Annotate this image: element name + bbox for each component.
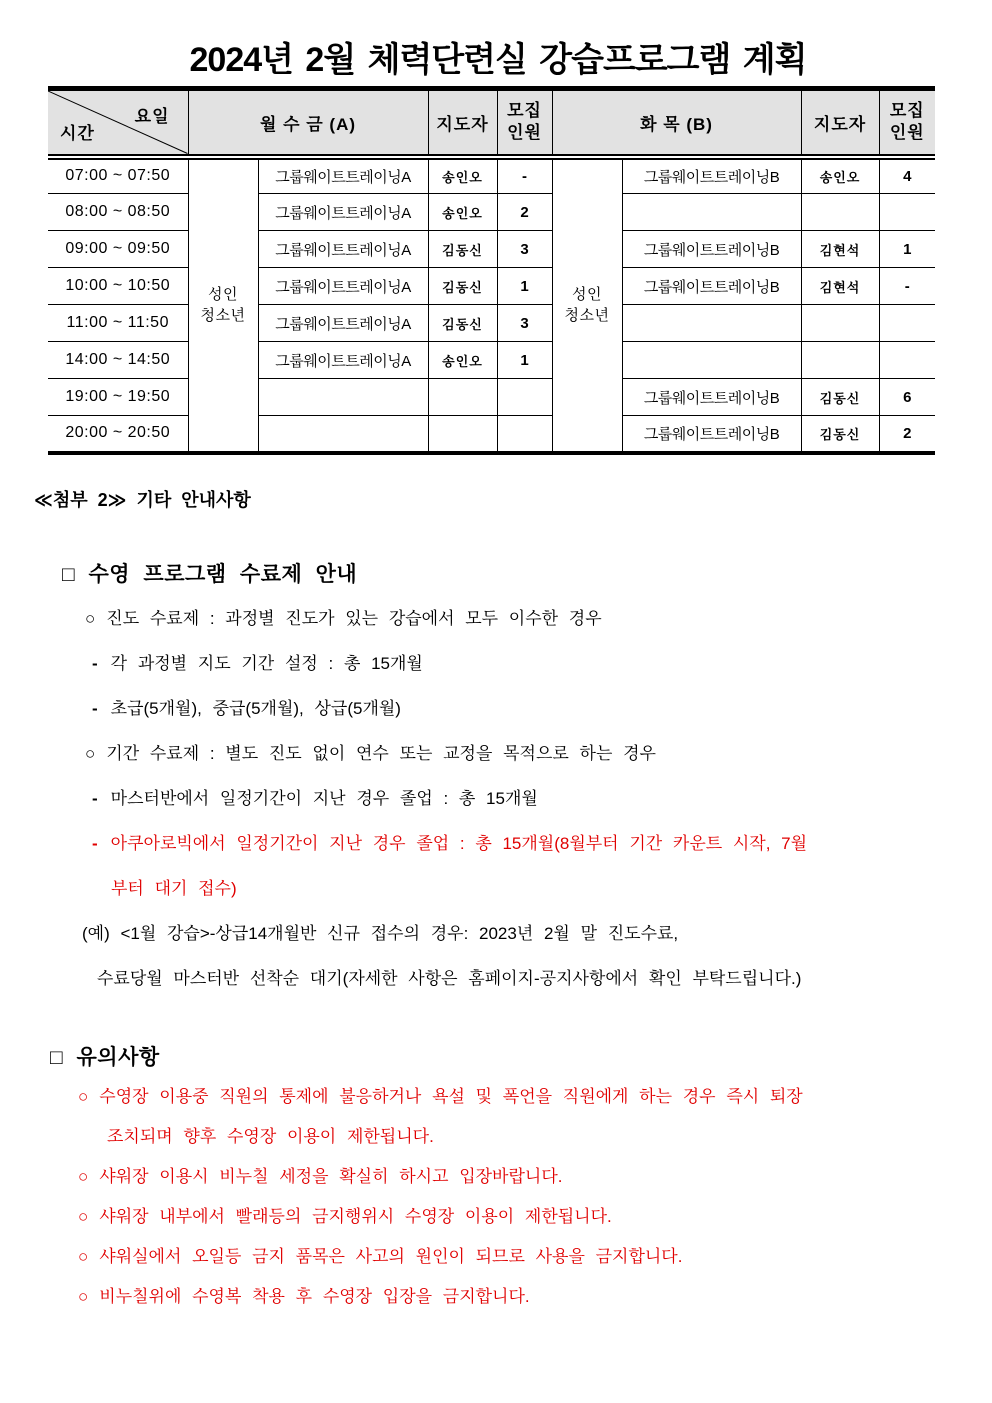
count-a-cell: 3 [497,305,552,342]
instructor-b-cell [801,342,879,379]
count-a-cell: 1 [497,268,552,305]
circle-bullet: ○ [78,1286,89,1306]
program-b-cell: 그룹웨이트트레이닝B [622,379,801,416]
count-a-cell: 3 [497,231,552,268]
list-item [78,1197,962,1237]
recruit-a-line1: 모집 [507,101,542,121]
count-a-cell [497,416,552,453]
circle-bullet: ○ [78,1246,89,1266]
instructor-b-cell: 김현석 [801,268,879,305]
corner-header-cell [48,89,188,157]
instructor-a-cell: 김동신 [428,231,497,268]
table-row [48,305,935,342]
time-cell: 11:00 ~ 11:50 [48,305,188,342]
time-cell: 19:00 ~ 19:50 [48,379,188,416]
table-row [48,416,935,453]
group-a-line1: 성인 [208,286,238,303]
list-item-text: 부터 대기 접수) [111,878,237,898]
count-b-cell: - [879,268,935,305]
count-b-cell: 6 [879,379,935,416]
count-a-cell: - [497,157,552,194]
count-a-cell [497,379,552,416]
count-a-cell: 2 [497,194,552,231]
list-item [85,596,962,641]
header-instructor-a: 지도자 [428,89,497,157]
program-b-cell [622,342,801,379]
list-item-text: 진도 수료제 : 과정별 진도가 있는 강습에서 모두 이수한 경우 [106,608,602,628]
instructor-b-cell: 김현석 [801,231,879,268]
list-item-text: (예) <1월 강습>-상급14개월반 신규 접수의 경우: 2023년 2월 말 진도수료, [82,923,679,943]
recruit-b-line2: 인원 [889,123,925,143]
dash-bullet: - [92,833,98,853]
count-a-cell: 1 [497,342,552,379]
time-cell: 08:00 ~ 08:50 [48,194,188,231]
swim-section-heading: □ 수영 프로그램 수료제 안내 [62,562,358,586]
example-note-line [82,911,962,956]
header-tue-thu: 화 목 (B) [552,89,801,157]
count-b-cell: 1 [879,231,935,268]
list-item [92,776,962,821]
program-a-cell: 그룹웨이트트레이닝A [258,268,428,305]
list-item-continuation [111,866,962,911]
list-item-text: 수영장 이용중 직원의 통제에 불응하거나 욕설 및 폭언을 직원에게 하는 경우 즉시 퇴장 [99,1086,803,1106]
time-cell: 07:00 ~ 07:50 [48,157,188,194]
instructor-a-cell: 송인오 [428,157,497,194]
table-row [48,157,935,194]
program-b-cell [622,305,801,342]
program-a-cell: 그룹웨이트트레이닝A [258,157,428,194]
list-item [78,1077,962,1117]
list-item-text: 아쿠아로빅에서 일정기간이 지난 경우 졸업 : 총 15개월(8월부터 기간 카운트 시작, 7월 [110,833,808,853]
list-item [78,1237,962,1277]
table-row [48,268,935,305]
instructor-a-cell: 김동신 [428,305,497,342]
time-cell: 14:00 ~ 14:50 [48,342,188,379]
circle-bullet: ○ [85,608,96,628]
instructor-a-cell: 김동신 [428,268,497,305]
list-item-text: 수료당월 마스터반 선착순 대기(자세한 사항은 홈페이지-공지사항에서 확인 부탁드립니다.) [97,968,802,988]
program-b-cell [622,194,801,231]
list-item [85,731,962,776]
instructor-a-cell [428,379,497,416]
count-b-cell [879,194,935,231]
swim-section [34,558,962,1001]
list-item-continuation [107,1117,962,1157]
program-b-cell: 그룹웨이트트레이닝B [622,157,801,194]
attachment-heading: ≪첨부 2≫ 기타 안내사항 [34,489,251,510]
count-b-cell [879,342,935,379]
notice-section-heading: □ 유의사항 [50,1045,160,1069]
program-a-cell [258,416,428,453]
group-b-line2: 청소년 [564,307,610,324]
table-header-row [48,89,935,157]
circle-bullet: ○ [78,1086,89,1106]
header-instructor-b: 지도자 [801,89,879,157]
list-item [78,1157,962,1197]
count-b-cell: 2 [879,416,935,453]
header-recruit-a [497,89,552,157]
instructor-a-cell: 송인오 [428,194,497,231]
recruit-a-line2: 인원 [507,123,542,143]
example-note-line [97,956,962,1001]
program-a-cell [258,379,428,416]
list-item-text: 기간 수료제 : 별도 진도 없이 연수 또는 교정을 목적으로 하는 경우 [106,743,656,763]
instructor-b-cell: 김동신 [801,379,879,416]
list-item-text: 샤워실에서 오일등 금지 품목은 사고의 원인이 되므로 사용을 금지합니다. [99,1246,683,1266]
table-row [48,379,935,416]
notice-section [34,1041,962,1317]
corner-day-label: 요일 [134,107,170,126]
program-a-cell: 그룹웨이트트레이닝A [258,231,428,268]
instructor-a-cell: 송인오 [428,342,497,379]
list-item-text: 비누칠위에 수영복 착용 후 수영장 입장을 금지합니다. [99,1286,530,1306]
instructor-b-cell [801,305,879,342]
count-b-cell [879,305,935,342]
swim-section-lines [34,596,962,1001]
instructor-b-cell [801,194,879,231]
time-cell: 20:00 ~ 20:50 [48,416,188,453]
program-b-cell: 그룹웨이트트레이닝B [622,268,801,305]
table-row [48,231,935,268]
recruit-b-line1: 모집 [889,101,925,121]
header-recruit-b [879,89,935,157]
group-a-line2: 청소년 [200,307,246,324]
table-row [48,342,935,379]
schedule-table [48,86,935,455]
group-cell-a [188,157,258,453]
program-a-cell: 그룹웨이트트레이닝A [258,194,428,231]
list-item [92,641,962,686]
count-b-cell: 4 [879,157,935,194]
list-item-text: 샤워장 이용시 비누칠 세정을 확실히 하시고 입장바랍니다. [99,1166,563,1186]
list-item-text: 샤워장 내부에서 빨래등의 금지행위시 수영장 이용이 제한됩니다. [99,1206,612,1226]
list-item [92,821,962,866]
list-item-text: 초급(5개월), 중급(5개월), 상급(5개월) [110,698,401,718]
time-cell: 09:00 ~ 09:50 [48,231,188,268]
corner-time-label: 시간 [60,123,95,143]
dash-bullet: - [92,788,98,808]
time-cell: 10:00 ~ 10:50 [48,268,188,305]
group-b-line1: 성인 [572,286,602,303]
program-a-cell: 그룹웨이트트레이닝A [258,305,428,342]
header-mon-wed-fri: 월 수 금 (A) [188,89,428,157]
program-b-cell: 그룹웨이트트레이닝B [622,231,801,268]
list-item-text: 마스터반에서 일정기간이 지난 경우 졸업 : 총 15개월 [110,788,538,808]
list-item-text: 조치되며 향후 수영장 이용이 제한됩니다. [107,1126,434,1146]
program-b-cell: 그룹웨이트트레이닝B [622,416,801,453]
instructor-a-cell [428,416,497,453]
dash-bullet: - [92,698,98,718]
dash-bullet: - [92,653,98,673]
list-item [92,686,962,731]
page-title: 2024년 2월 체력단련실 강습프로그램 계획 [189,41,807,79]
circle-bullet: ○ [78,1206,89,1226]
notice-section-lines [34,1077,962,1317]
program-a-cell: 그룹웨이트트레이닝A [258,342,428,379]
group-cell-b [552,157,622,453]
table-row [48,194,935,231]
list-item-text: 각 과정별 지도 기간 설정 : 총 15개월 [110,653,423,673]
list-item [78,1277,962,1317]
circle-bullet: ○ [85,743,96,763]
instructor-b-cell: 송인오 [801,157,879,194]
instructor-b-cell: 김동신 [801,416,879,453]
circle-bullet: ○ [78,1166,89,1186]
